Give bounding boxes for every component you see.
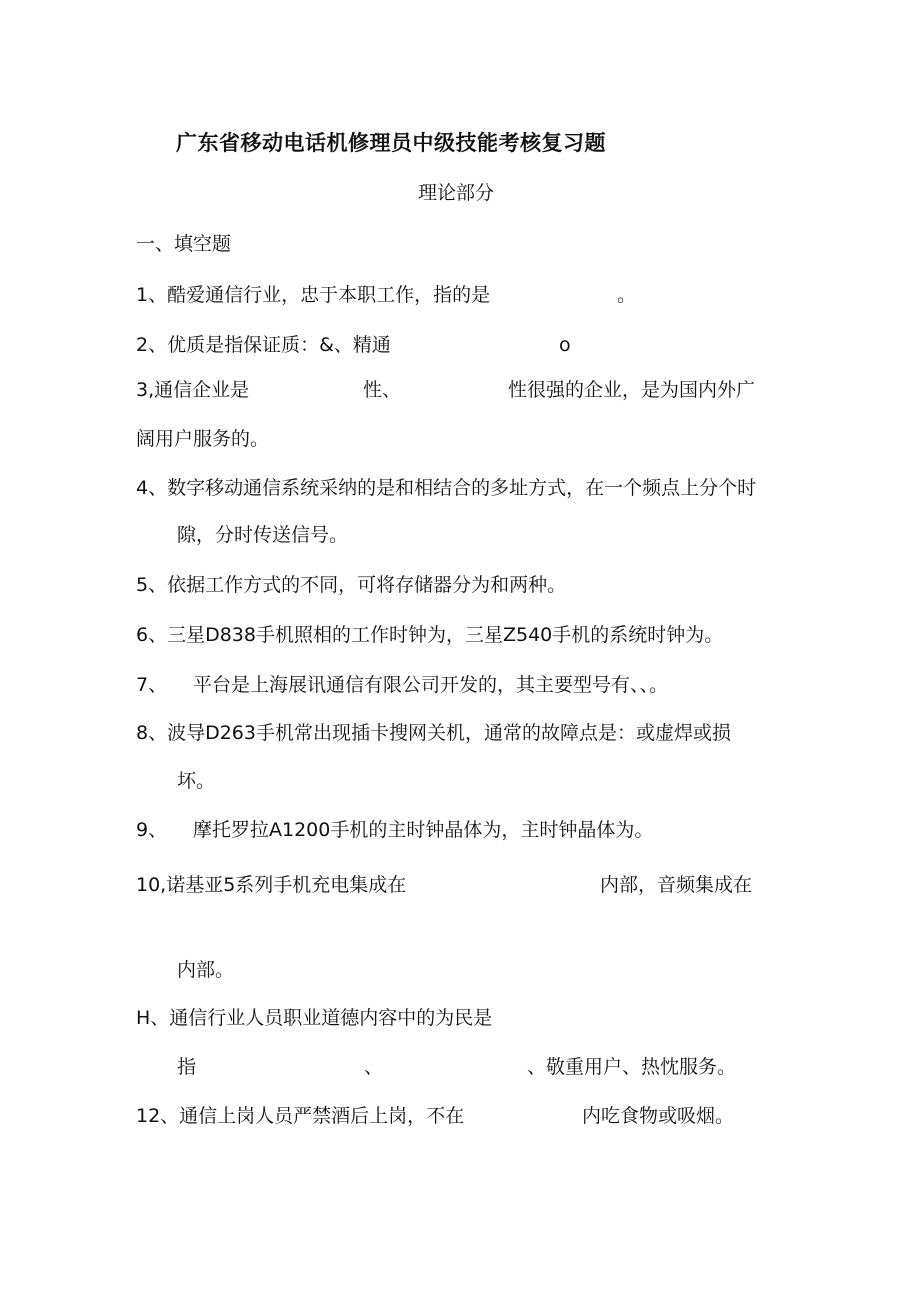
question-3: 3,通信企业是 (136, 379, 250, 401)
question-10-part: 内部，音频集成在 (600, 874, 753, 896)
question-7: 7、 (136, 674, 168, 696)
question-12: 12、通信上岗人员严禁酒后上岗，不在 (136, 1105, 465, 1127)
question-3-continuation: 阔用户服务的。 (136, 428, 270, 450)
question-10: 10,诺基亚5系列手机充电集成在 (136, 874, 407, 896)
question-4: 4、数字移动通信系统采纳的是和相结合的多址方式，在一个频点上分个时 (136, 477, 757, 499)
document-subtitle: 理论部分 (418, 182, 495, 204)
question-2-end: o (559, 334, 571, 356)
question-12-part: 内吃食物或吸烟。 (582, 1105, 735, 1127)
question-11-part: 、 (364, 1056, 384, 1078)
question-3-part: 性、 (363, 379, 402, 401)
question-6: 6、三星D838手机照相的工作时钟为，三星Z540手机的系统时钟为。 (136, 624, 724, 646)
question-7-text: 平台是上海展讯通信有限公司开发的，其主要型号有、、。 (193, 674, 669, 696)
question-9: 9、 (136, 819, 168, 841)
question-2: 2、优质是指保证质：&、精通 (136, 334, 391, 356)
question-8-continuation: 坏。 (177, 770, 216, 792)
question-4-continuation: 隙，分时传送信号。 (177, 524, 349, 546)
question-10-continuation: 内部。 (177, 959, 235, 981)
question-1: 1、酷爱通信行业，忠于本职工作，指的是 (136, 284, 491, 306)
question-11-continuation: 指 (177, 1056, 197, 1078)
document-title: 广东省移动电话机修理员中级技能考核复习题 (176, 131, 606, 155)
question-5: 5、依据工作方式的不同，可将存储器分为和两种。 (136, 574, 567, 596)
section-heading: 一、填空题 (136, 233, 232, 255)
question-9-text: 摩托罗拉A1200手机的主时钟晶体为，主时钟晶体为。 (193, 819, 654, 841)
question-3-part: 性很强的企业，是为国内外广 (508, 379, 756, 401)
question-1-end: 。 (617, 284, 637, 306)
question-11: H、通信行业人员职业道德内容中的为民是 (136, 1007, 493, 1029)
question-11-part: 、敬重用户、热忱服务。 (527, 1056, 737, 1078)
question-8: 8、波导D263手机常出现插卡搜网关机，通常的故障点是：或虚焊或损 (136, 722, 731, 744)
